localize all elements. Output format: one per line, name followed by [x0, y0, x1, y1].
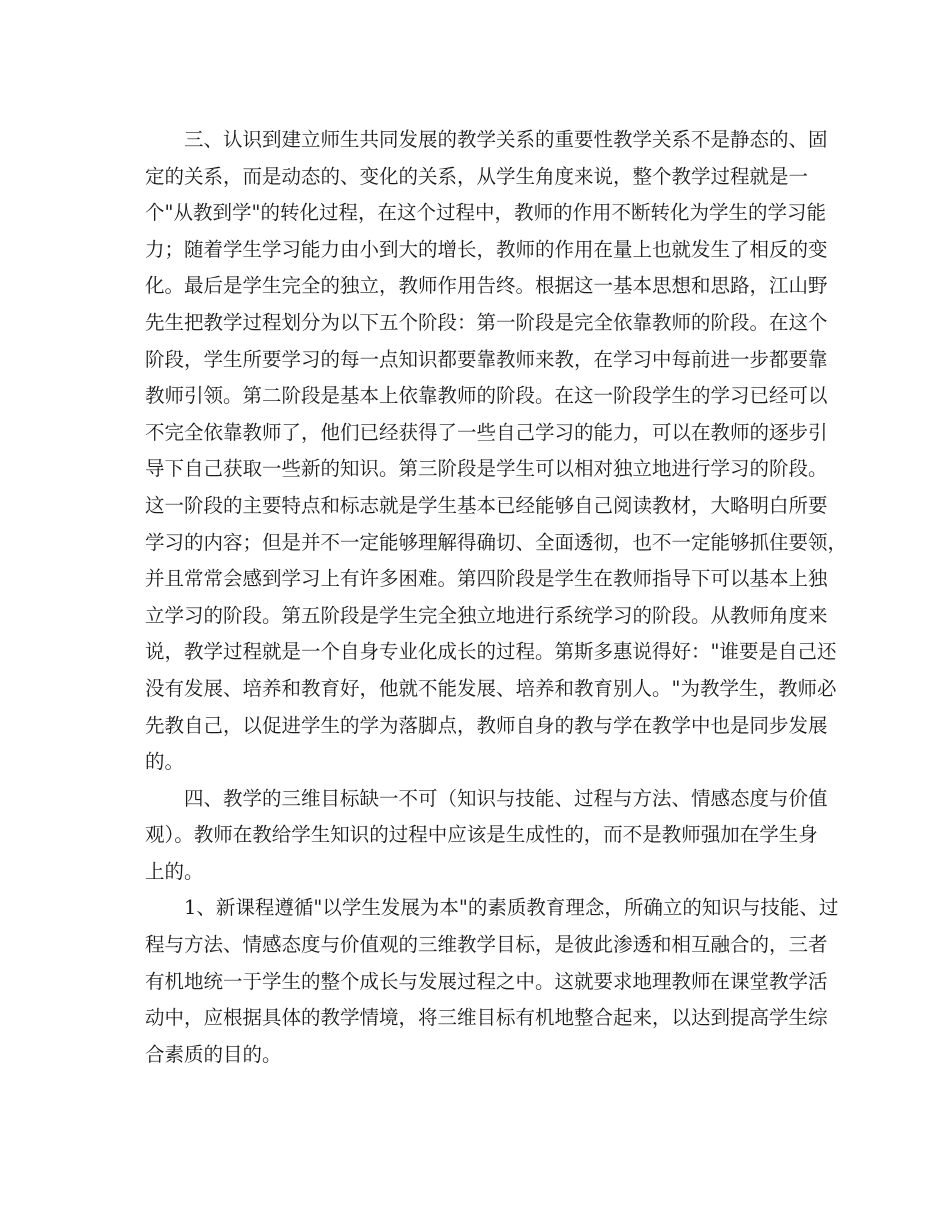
text-line: 化。最后是学生完全的独立，教师作用告终。根据这一基本思想和思路，江山野 [145, 274, 828, 298]
text-line: 力；随着学生学习能力由小到大的增长，教师的作用在量上也就发生了相反的变 [145, 237, 828, 261]
text-line: 不完全依靠教师了，他们已经获得了一些自己学习的能力，可以在教师的逐步引 [145, 420, 828, 444]
text-line: 的。 [145, 750, 185, 774]
body-text [145, 122, 848, 1073]
text-line: 合素质的目的。 [145, 1042, 282, 1066]
text-line: 教师引领。第二阶段是基本上依靠教师的阶段。在这一阶段学生的学习已经可以 [145, 384, 828, 408]
text-line: 没有发展、培养和教育好，他就不能发展、培养和教育别人。"为教学生，教师必 [145, 676, 837, 700]
text-line: 学习的内容；但是并不一定能够理解得确切、全面透彻，也不一定能够抓住要领， [145, 530, 848, 554]
text-line: 先生把教学过程划分为以下五个阶段：第一阶段是完全依靠教师的阶段。在这个 [145, 310, 828, 334]
text-line: 定的关系，而是动态的、变化的关系，从学生角度来说，整个教学过程就是一 [145, 164, 809, 188]
text-line: 阶段，学生所要学习的每一点知识都要靠教师来教，在学习中每前进一步都要靠 [145, 347, 828, 371]
text-line: 上的。 [145, 859, 204, 883]
text-line: 个"从教到学"的转化过程，在这个过程中，教师的作用不断转化为学生的学习能 [145, 201, 826, 225]
text-line: 这一阶段的主要特点和标志就是学生基本已经能够自己阅读教材，大略明白所要 [145, 493, 828, 517]
text-line: 说，教学过程就是一个自身专业化成长的过程。第斯多惠说得好："谁要是自己还 [145, 640, 837, 664]
text-line: 并且常常会感到学习上有许多困难。第四阶段是学生在教师指导下可以基本上独 [145, 567, 828, 591]
paragraph-teacher-student-relationship [145, 122, 848, 781]
text-line: 立学习的阶段。第五阶段是学生完全独立地进行系统学习的阶段。从教师角度来 [145, 603, 828, 627]
text-line: 三、认识到建立师生共同发展的教学关系的重要性教学关系不是静态的、固 [184, 128, 828, 151]
text-line: 观）。教师在教给学生知识的过程中应该是生成性的，而不是教师强加在学生身 [145, 823, 818, 847]
text-line: 程与方法、情感态度与价值观的三维教学目标，是彼此渗透和相互融合的，三者 [145, 933, 828, 957]
text-line: 动中，应根据具体的教学情境，将三维目标有机地整合起来，以达到提高学生综 [145, 1006, 828, 1030]
text-line: 1、新课程遵循"以学生发展为本"的素质教育理念，所确立的知识与技能、过 [184, 896, 839, 920]
text-line: 导下自己获取一些新的知识。第三阶段是学生可以相对独立地进行学习的阶段。 [145, 457, 828, 481]
text-line: 有机地统一于学生的整个成长与发展过程之中。这就要求地理教师在课堂教学活 [145, 969, 828, 993]
paragraph-new-curriculum [145, 890, 839, 1073]
text-line: 四、教学的三维目标缺一不可（知识与技能、过程与方法、情感态度与价值 [184, 786, 828, 810]
text-line: 先教自己，以促进学生的学为落脚点，教师自身的教与学在教学中也是同步发展 [145, 713, 828, 737]
paragraph-three-dimensional-goals [145, 781, 828, 891]
